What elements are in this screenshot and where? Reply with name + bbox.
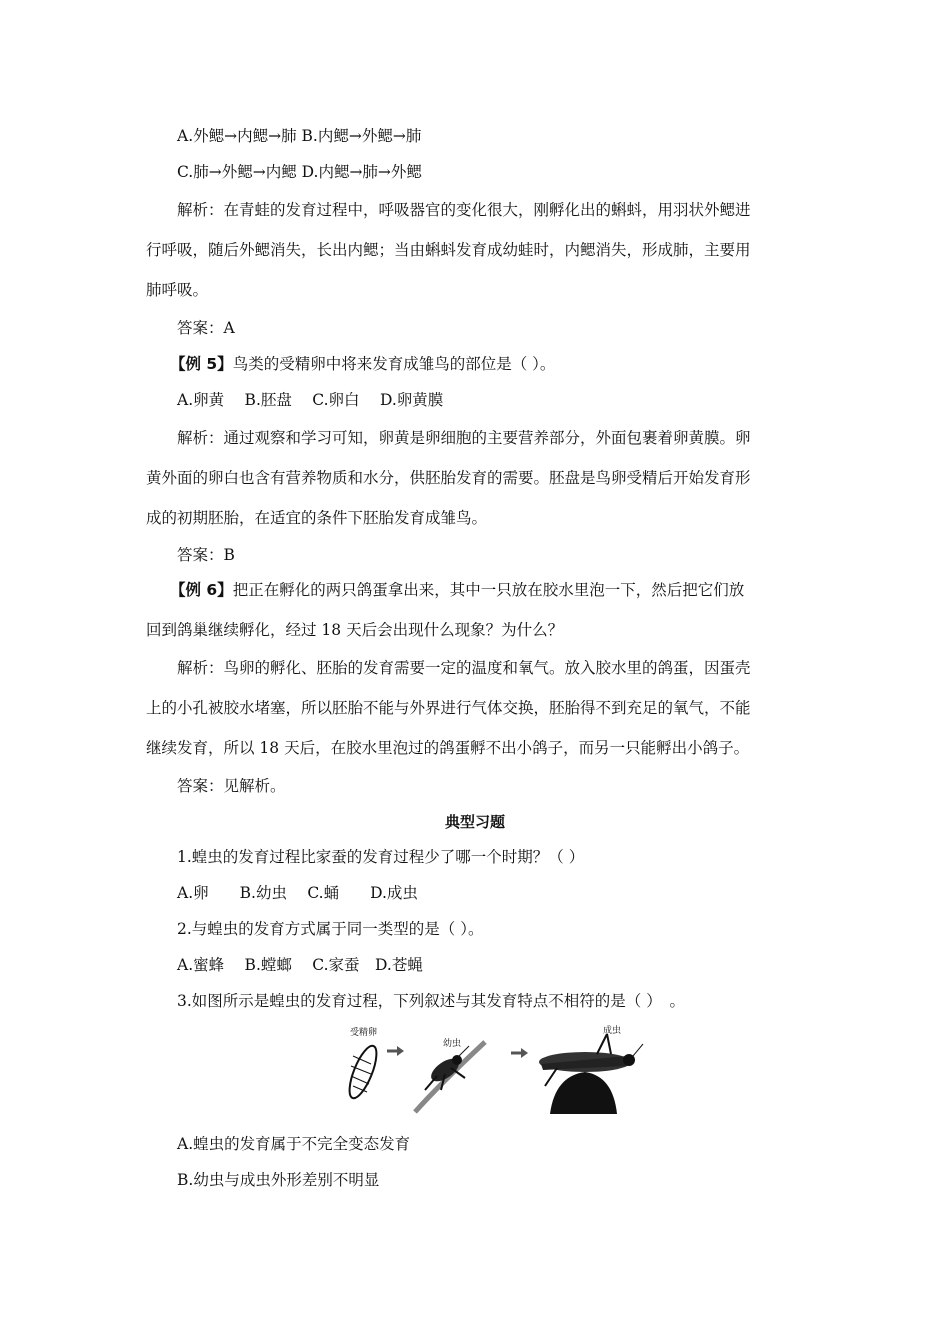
arrow-right-icon <box>387 1046 404 1056</box>
egg-illustration <box>345 1043 382 1102</box>
example6-analysis-line3: 继续发育，所以 18 天后，在胶水里泡过的鸽蛋孵不出小鸽子，而另一只能孵出小鸽子。 <box>146 739 750 757</box>
exercise3-option-a: A.蝗虫的发育属于不完全变态发育 <box>177 1135 411 1153</box>
exercise3-option-b: B.幼虫与成虫外形差别不明显 <box>177 1171 380 1189</box>
nymph-illustration <box>415 1042 485 1112</box>
exercise1-options: A.卵 B.幼虫 C.蛹 D.成虫 <box>177 884 418 902</box>
example6-analysis-line2: 上的小孔被胶水堵塞，所以胚胎不能与外界进行气体交换，胚胎得不到充足的氧气，不能 <box>146 699 751 717</box>
adult-locust-illustration <box>539 1034 643 1114</box>
example5-label: 【例 5】 <box>170 355 233 373</box>
arrow-right-icon <box>511 1048 528 1058</box>
exercise1-question: 1.蝗虫的发育过程比家蚕的发育过程少了哪一个时期？（ ） <box>177 848 585 866</box>
example4-analysis-line1: 解析：在青蛙的发育过程中，呼吸器官的变化很大，刚孵化出的蝌蚪，用羽状外鳃进 <box>177 201 751 219</box>
example5-analysis-line3: 成的初期胚胎，在适宜的条件下胚胎发育成雏鸟。 <box>146 509 488 527</box>
example4-options-ab: A.外鳃→内鳃→肺 B.内鳃→外鳃→肺 <box>177 127 422 145</box>
example5-question-text: 鸟类的受精卵中将来发育成雏鸟的部位是（ ）。 <box>232 355 556 373</box>
example6-label: 【例 6】 <box>170 581 233 599</box>
example5-analysis-line2: 黄外面的卵白也含有营养物质和水分，供胚胎发育的需要。胚盘是鸟卵受精后开始发育形 <box>146 469 751 487</box>
example5-options: A.卵黄 B.胚盘 C.卵白 D.卵黄膜 <box>177 391 444 409</box>
exercise3-question: 3.如图所示是蝗虫的发育过程，下列叙述与其发育特点不相符的是（ ） 。 <box>177 992 685 1010</box>
label-adult: 成虫 <box>603 1026 622 1036</box>
example5-analysis-line1: 解析：通过观察和学习可知，卵黄是卵细胞的主要营养部分，外面包裹着卵黄膜。卵 <box>177 429 751 447</box>
example5-question <box>170 354 555 374</box>
locust-development-figure <box>345 1024 645 1114</box>
label-fertilized-egg: 受精卵 <box>350 1028 378 1038</box>
section-title: 典型习题 <box>444 813 505 831</box>
label-nymph: 幼虫 <box>443 1039 462 1049</box>
exercise2-options: A.蜜蜂 B.螳螂 C.家蚕 D.苍蝇 <box>177 956 423 974</box>
example6-analysis-line1: 解析：鸟卵的孵化、胚胎的发育需要一定的温度和氧气。放入胶水里的鸽蛋，因蛋壳 <box>177 659 751 677</box>
example4-options-cd: C.肺→外鳃→内鳃 D.内鳃→肺→外鳃 <box>177 163 422 181</box>
exercise2-question: 2.与蝗虫的发育方式属于同一类型的是（ ）。 <box>177 920 484 938</box>
example6-question-text: 把正在孵化的两只鸽蛋拿出来，其中一只放在胶水里泡一下，然后把它们放 <box>232 581 745 599</box>
example6-answer: 答案：见解析。 <box>177 777 286 795</box>
example6-question-line1 <box>170 580 744 600</box>
example4-answer: 答案：A <box>177 319 235 337</box>
example4-analysis-line3: 肺呼吸。 <box>146 281 209 299</box>
example4-analysis-line2: 行呼吸，随后外鳃消失，长出内鳃；当由蝌蚪发育成幼蛙时，内鳃消失，形成肺，主要用 <box>146 241 751 259</box>
example5-answer: 答案：B <box>177 546 235 564</box>
example6-question-line2: 回到鸽巢继续孵化，经过 18 天后会出现什么现象？为什么？ <box>146 621 564 639</box>
